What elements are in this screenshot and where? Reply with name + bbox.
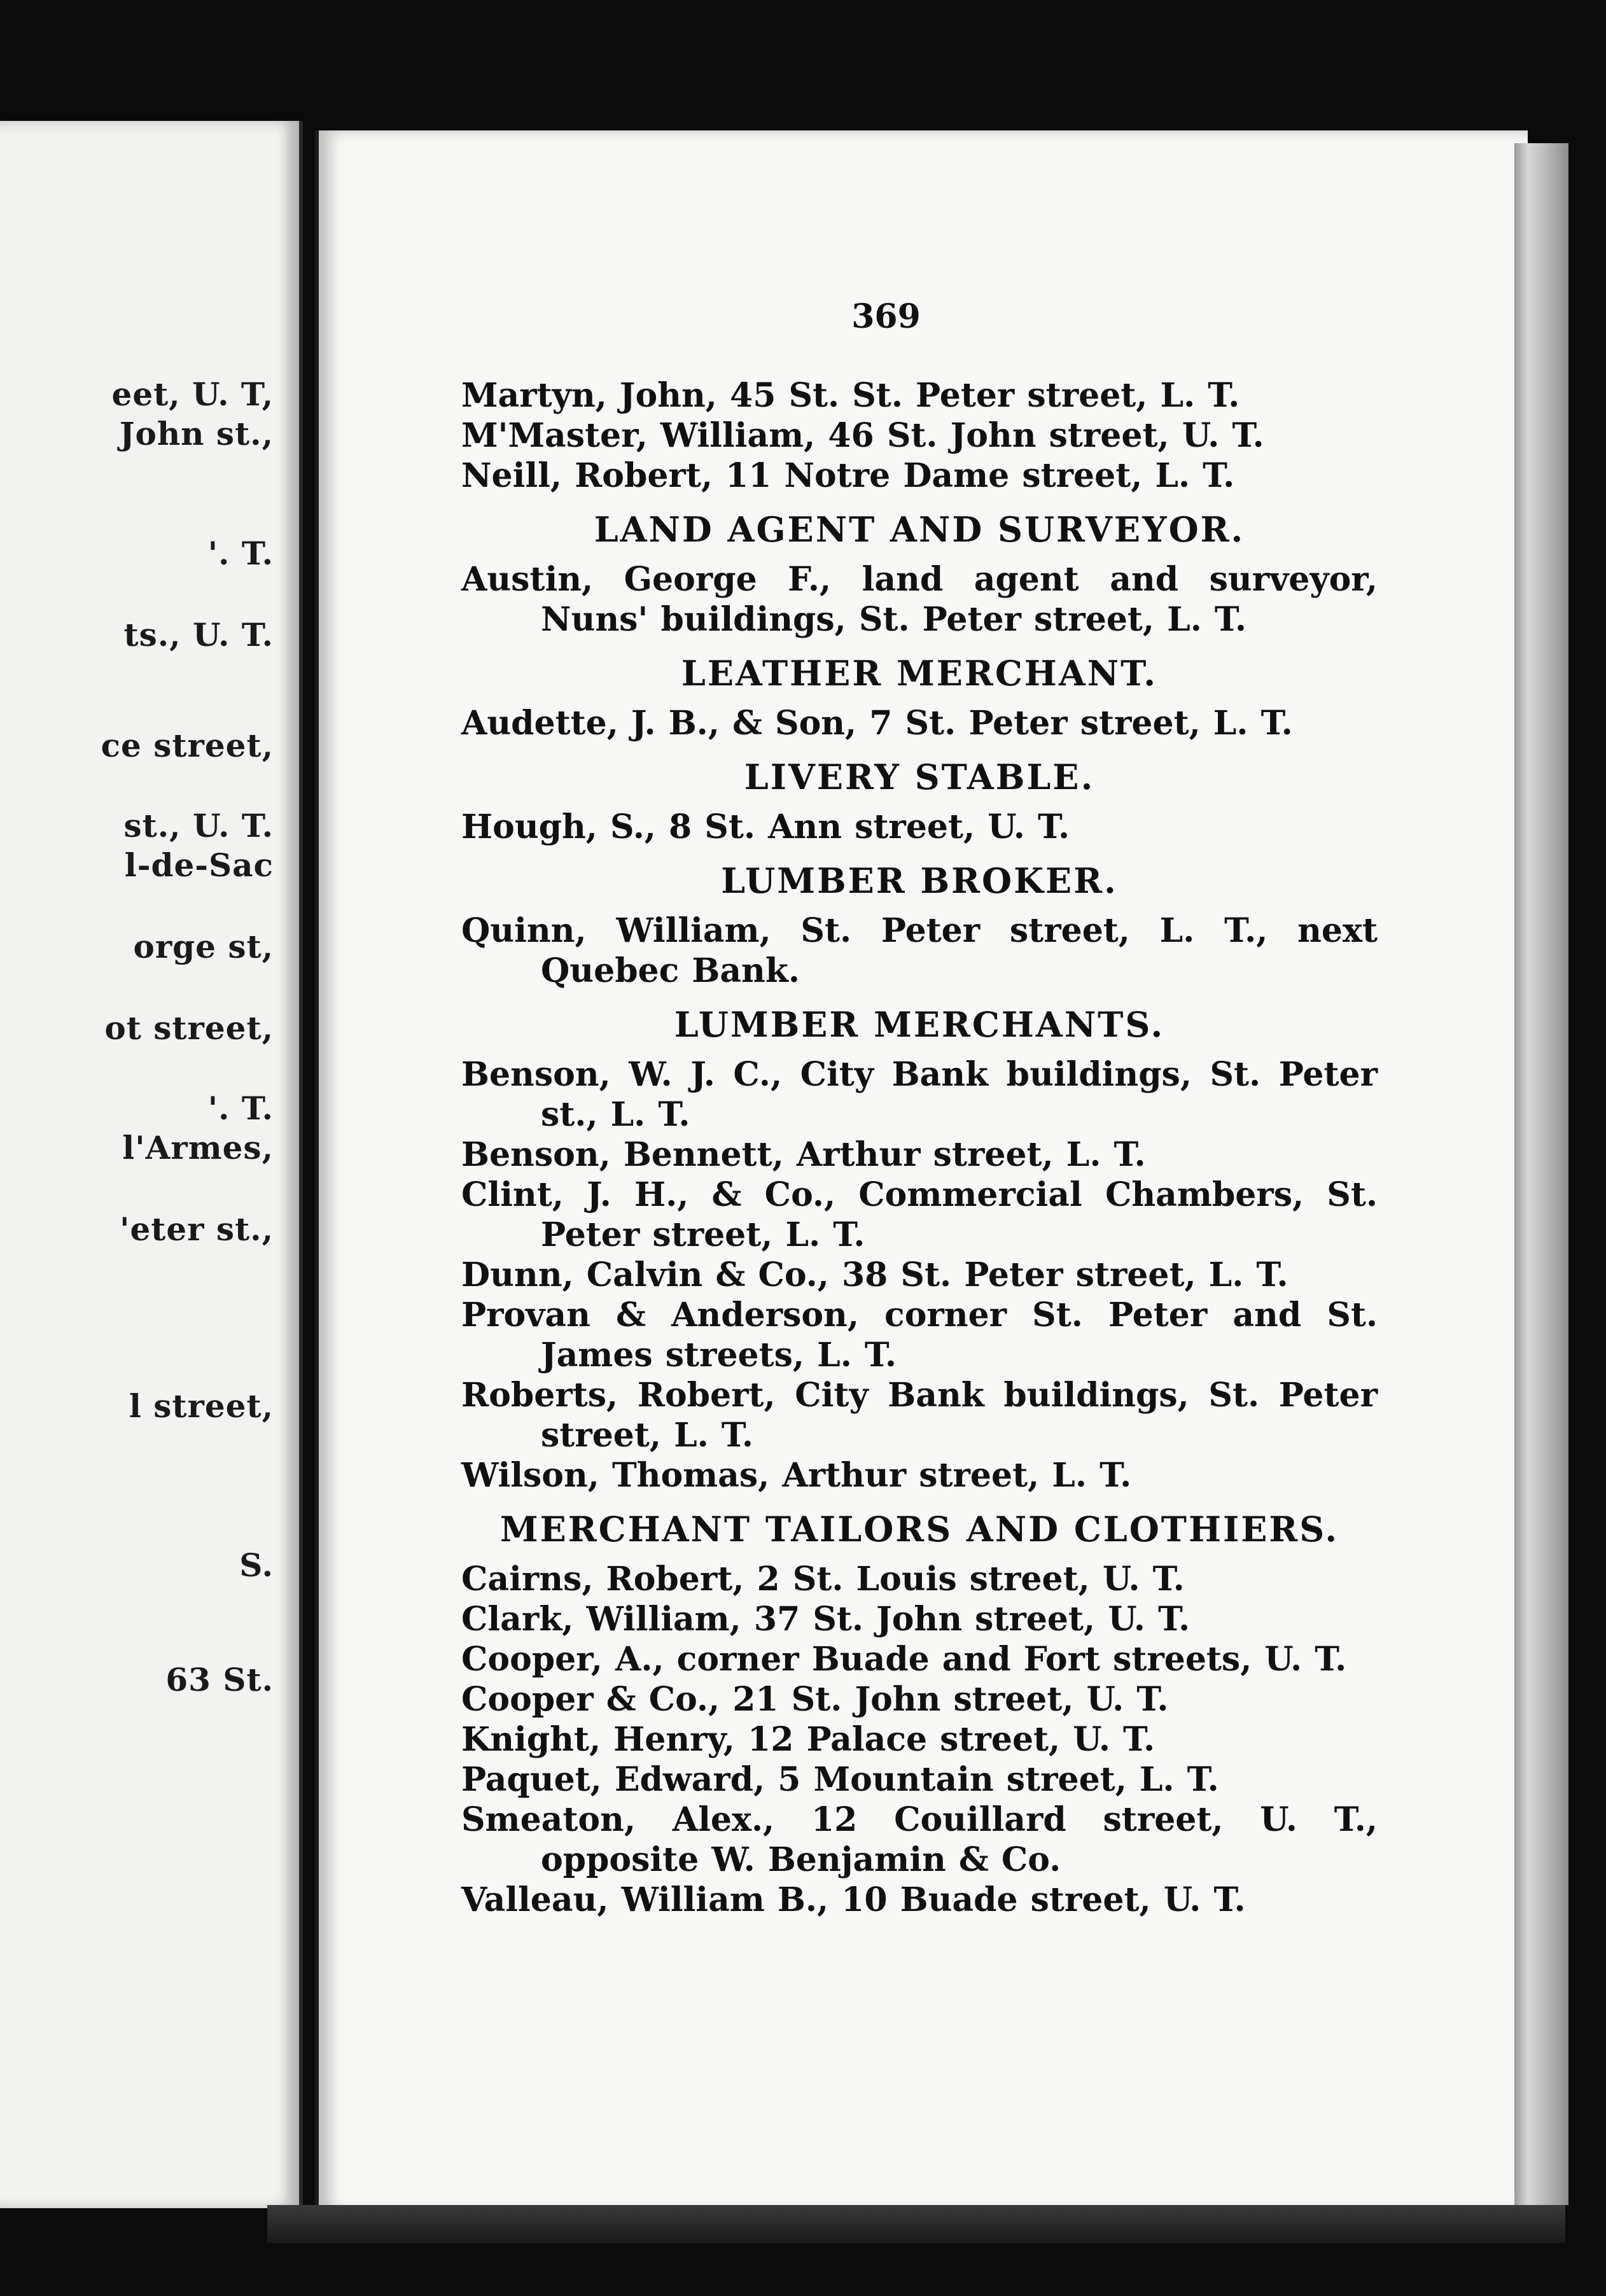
section-lumber-merchants bbox=[461, 1004, 1378, 1495]
directory-entry: Audette, J. B., & Son, 7 St. Peter street, L. T. bbox=[461, 704, 1293, 743]
directory-entry: Martyn, John, 45 St. St. Peter street, L. T. bbox=[461, 376, 1240, 415]
section-leather-merchant bbox=[461, 652, 1378, 743]
directory-entry: Clark, William, 37 St. John street, U. T. bbox=[461, 1600, 1191, 1639]
directory-entry: Hough, S., 8 St. Ann street, U. T. bbox=[461, 808, 1070, 846]
directory-entry: Cairns, Robert, 2 St. Louis street, U. T. bbox=[461, 1560, 1185, 1599]
section-heading: LEATHER MERCHANT. bbox=[681, 653, 1158, 694]
directory-content bbox=[461, 298, 1378, 1920]
book-spine-shadow bbox=[267, 2205, 1565, 2243]
left-page-fragment: 63 St. bbox=[165, 1661, 274, 1698]
section-land-agent bbox=[461, 508, 1378, 640]
left-page-fragment: l-de-Sac bbox=[124, 846, 274, 884]
directory-entry: Austin, George F., land agent and surveyor, Nuns' buildings, St. Peter street, L. T. bbox=[461, 560, 1378, 639]
section-heading: LUMBER BROKER. bbox=[721, 860, 1118, 901]
section-heading: LAND AGENT AND SURVEYOR. bbox=[594, 509, 1245, 550]
left-page-fragment: orge st, bbox=[133, 928, 274, 965]
directory-entry: Smeaton, Alex., 12 Couillard street, U. T., opposite W. Benjamin & Co. bbox=[461, 1800, 1378, 1879]
left-page-fragment: l'Armes, bbox=[122, 1129, 274, 1166]
left-page-fragment: '. T. bbox=[207, 1089, 274, 1127]
directory-entry: Neill, Robert, 11 Notre Dame street, L. T. bbox=[461, 456, 1235, 495]
left-page-fragment: 'eter st., bbox=[120, 1210, 274, 1248]
left-page-fragment: st., U. T. bbox=[123, 807, 274, 844]
directory-entry: Dunn, Calvin & Co., 38 St. Peter street, L. T. bbox=[461, 1256, 1288, 1294]
left-page-fragment: S. bbox=[239, 1546, 274, 1584]
left-page-fragment: ts., U. T. bbox=[123, 616, 274, 654]
left-page bbox=[0, 121, 303, 2208]
directory-entry: Knight, Henry, 12 Palace street, U. T. bbox=[461, 1720, 1156, 1759]
directory-entry: Quinn, William, St. Peter street, L. T., next Quebec Bank. bbox=[461, 911, 1378, 990]
left-page-fragment: John st., bbox=[119, 415, 274, 452]
section-livery-stable bbox=[461, 756, 1378, 847]
section-lumber-broker bbox=[461, 860, 1378, 991]
left-page-fragment: ot street, bbox=[104, 1009, 274, 1047]
left-page-fragment: l street, bbox=[129, 1387, 274, 1425]
section-heading: MERCHANT TAILORS AND CLOTHIERS. bbox=[499, 1509, 1339, 1550]
directory-entry: Benson, Bennett, Arthur street, L. T. bbox=[461, 1135, 1146, 1174]
left-page-fragment: eet, U. T, bbox=[111, 375, 274, 413]
directory-entry: Roberts, Robert, City Bank buildings, St. Peter street, L. T. bbox=[461, 1376, 1378, 1455]
directory-entry: Valleau, William B., 10 Buade street, U. T. bbox=[461, 1880, 1246, 1919]
section-merchant-tailors bbox=[461, 1508, 1378, 1920]
directory-entry: Clint, J. H., & Co., Commercial Chambers, St. Peter street, L. T. bbox=[461, 1175, 1378, 1254]
section-heading: LUMBER MERCHANTS. bbox=[674, 1004, 1165, 1045]
section-heading: LIVERY STABLE. bbox=[744, 757, 1095, 797]
directory-entry: Cooper & Co., 21 St. John street, U. T. bbox=[461, 1680, 1169, 1719]
left-page-fragment: ce street, bbox=[101, 727, 274, 764]
directory-entry: Wilson, Thomas, Arthur street, L. T. bbox=[461, 1456, 1132, 1495]
page-edge bbox=[1514, 143, 1568, 2205]
directory-entry: M'Master, William, 46 St. John street, U. T. bbox=[461, 416, 1264, 455]
left-page-fragment: '. T. bbox=[207, 535, 274, 572]
section-continued bbox=[461, 375, 1378, 496]
directory-entry: Paquet, Edward, 5 Mountain street, L. T. bbox=[461, 1760, 1219, 1799]
directory-entry: Cooper, A., corner Buade and Fort streets, U. T. bbox=[461, 1640, 1347, 1679]
directory-entry: Provan & Anderson, corner St. Peter and St. James streets, L. T. bbox=[461, 1296, 1378, 1375]
page-number: 369 bbox=[851, 297, 921, 336]
directory-entry: Benson, W. J. C., City Bank buildings, St. Peter st., L. T. bbox=[461, 1055, 1378, 1134]
